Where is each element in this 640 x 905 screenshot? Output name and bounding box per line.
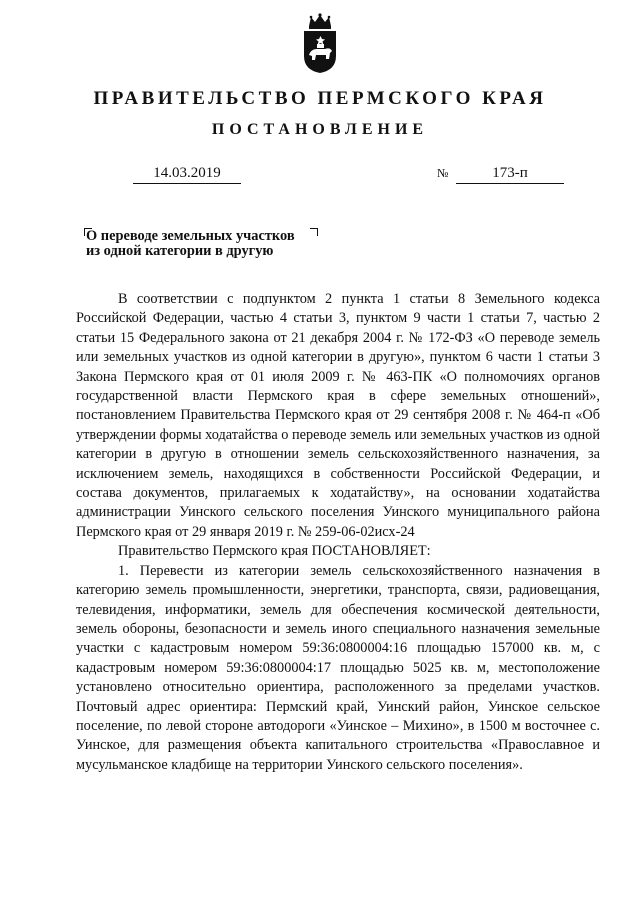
document-type: ПОСТАНОВЛЕНИЕ (211, 121, 429, 138)
resolution-paragraph: Правительство Пермского края ПОСТАНОВЛЯЕТ: (118, 543, 431, 560)
government-title: ПРАВИТЕЛЬСТВО ПЕРМСКОГО КРАЯ (93, 88, 547, 109)
perm-krai-coat-of-arms-icon (300, 12, 340, 74)
document-date: 14.03.2019 (133, 164, 241, 184)
document-subject (86, 229, 346, 259)
subject-line-1: О переводе земельных участков (86, 228, 295, 244)
document-body (76, 290, 600, 775)
preamble-paragraph: В соответствии с подпунктом 2 пункта 1 статьи 8 Земельного кодекса Российской Федерации, частью 4 статьи 3, пунктом 9 части 1 статьи 7, частью 2 статьи 15 Федерального закона от 21 декабря 2004 г. № 172-ФЗ «О переводе земель или земельных участков из одной категории в другую», пунктом 6 части 1 статьи 3 Закона Пермского края от 01 июля 2009 г. № 463-ПК «О полномочиях органов государственной власти Пермского края в сфере земельных отношений», постановлением Правительства Пермского края от 29 сентября 2008 г. № 464-п «Об утверждении формы ходатайства о переводе земель или земельных участков из одной категории в другую в отношении земель сельскохозяйственного назначения, за исключением земель, находящихся в собственности Российской Федерации, и состава документов, прилагаемых к ходатайству», на основании ходатайства администрации Уинского сельского поселения Уинского муниципального района Пермского края от 29 января 2019 г. № 259-06-02исх-24 (76, 291, 600, 540)
document-number: 173-п (456, 164, 564, 184)
clause-1-paragraph: 1. Перевести из категории земель сельскохозяйственного назначения в категорию земель промышленности, энергетики, транспорта, связи, радиовещания, телевидения, информатики, земель для обеспечения космической деятельности, земель обороны, безопасности и земель иного специального назначения земельные участки с кадастровым номером 59:36:0800004:16 площадью 157000 кв. м, с кадастровым номером 59:36:0800004:17 площадью 5025 кв. м, местоположение установлено относительно ориентира, расположенного за пределами участков. Почтовый адрес ориентира: Пермский край, Уинский район, Уинское сельское поселение, по левой стороне автодороги «Уинское – Михино», в 1500 м восточнее с. Уинское, для размещения объекта капитального строительства «Православное и мусульманское кладбище на территории Уинского сельского поселения». (76, 562, 600, 773)
number-sign: № (437, 166, 449, 180)
subject-line-2: из одной категории в другую (86, 243, 274, 259)
